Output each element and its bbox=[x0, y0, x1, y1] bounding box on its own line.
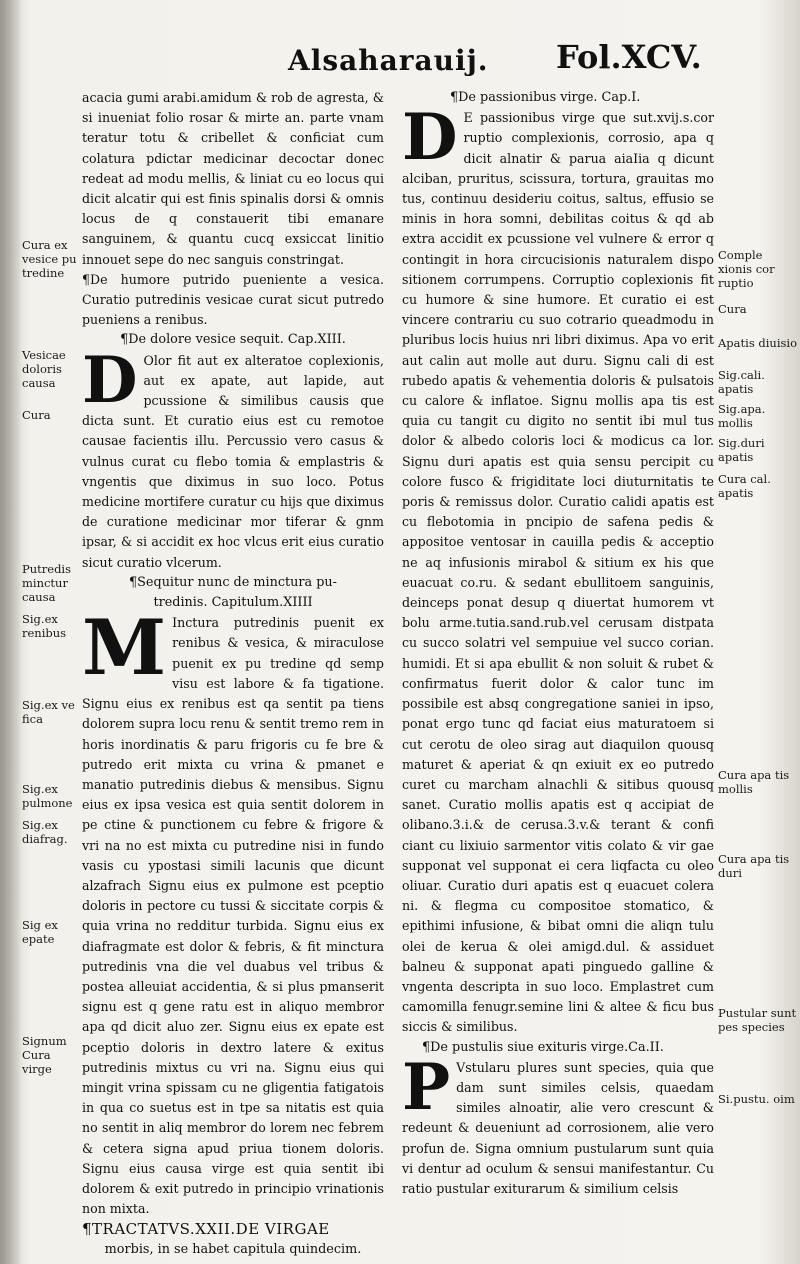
margin-note: Sig.cali. apatis bbox=[718, 368, 765, 396]
page-gutter-shadow bbox=[0, 0, 22, 1264]
margin-note: Sig.ex ve fica bbox=[22, 698, 75, 726]
margin-note: Pustular sunt pes species bbox=[718, 1006, 797, 1034]
margin-note: Sig.ex renibus bbox=[22, 612, 67, 640]
margin-note: Sig.duri apatis bbox=[718, 436, 765, 464]
margin-note: Cura apa tis mollis bbox=[718, 768, 790, 796]
margin-note: Comple xionis cor ruptio bbox=[718, 248, 775, 290]
margin-note: Sig.apa. mollis bbox=[718, 402, 766, 430]
paragraph: Olor fit aut ex alteratoe coplexionis, aut ex apate, aut lapide, aut pcussione & similibus causis que dicta sunt. Et curatio eius est cu remotoe causae facientis illu. Percussio vero casus & vulnus curat cu flebo tomia & emplastris & vngentis que diximus in suo loco. Potus medicine mortifere curatur cu hijs que diximus de curatione medicinar mor tiferar & gnm ipsar, & si accidit ex hoc vlcus erit eius curatio sicut curatio vlcerum. bbox=[82, 352, 384, 570]
section-heading: ¶De humore putrido pueniente a vesica. Curatio putredinis vesicae curat sicut putredo pueniens a renibus. bbox=[82, 271, 384, 328]
margin-note: Apatis diuisio bbox=[718, 336, 798, 350]
chapter-heading-cont: tredinis. Capitulum.XIIII bbox=[153, 595, 313, 611]
drop-cap: D bbox=[402, 100, 458, 176]
drop-cap: M bbox=[82, 603, 167, 693]
margin-note: Sig.ex diafrag. bbox=[22, 818, 68, 846]
chapter-body bbox=[402, 1049, 714, 1199]
margin-note: Si.pustu. oim bbox=[718, 1092, 795, 1106]
chapter-body bbox=[82, 342, 384, 573]
folio-number: Fol.XCV. bbox=[556, 38, 702, 76]
drop-cap: D bbox=[82, 342, 138, 418]
chapter-heading: ¶De passionibus virge. Cap.I. bbox=[450, 90, 641, 105]
chapter-body bbox=[402, 100, 714, 1037]
margin-note: Cura bbox=[718, 302, 747, 316]
paragraph: Inctura putredinis puenit ex renibus & vesica, & miraculose puenit ex pu tredine qd semp visu est labore & fa tigatione. Signu eius ex renibus est qa sentit pa tiens dolorem supra locu renu & sentit tremo rem in horis inordinatis & paru frigoris cu fe bre & putredo erit mixta cu vrina & pmanet e manatio putredinis diebus & mensibus. Signu eius ex ipsa vesica est quia sentit dolorem in pe ctine & punctionem cu febre & frigore & vri na no est mixta cu putredine nisi in fundo vasis cu ypostasi simili lacunis que dicunt alzafrach Signu eius ex pulmone est pceptio doloris in pectore cu tussi & siccitate corpis & quia vrina no redditur turbida. Signu eius ex diafragmate est dolor & febris, & fit minctura putredinis vna die vel duabus vel tribus & postea alleuiat accidentia, & si plus pmanserit signu est q gene ratu est in aliquo membror apa qd dicit aluo zer. Signu eius ex epate est pceptio doloris in dextro latere & exitus putredinis mixtus cu vri na. Signu eius qui mingit vrina spissam cu ne gligentia fatigatois in qua co suetus est in tpe sa nitatis est quia no sentit in aliq membror do lorem nec febrem & cetera signa apud priua tionem doloris. Signu eius causa virge est quia sentit ibi dolorem & exit putredo in principio vrinationis non mixta. bbox=[82, 615, 384, 1217]
paragraph: acacia gumi arabi.amidum & rob de agresta, & si inueniat folio rosar & mirte an. parte vnam teratur totu & cribellet & conficiat cum colatura pdictar medicinar decoctar donec redeat ad modu mellis, & liniat cu eo locus qui dicit alcatir qui est finis spinalis dorsi & omnis locus de q constauerit tibi emanare sanguinem, & quantu cucq exsiccat linitio innouet sepe do nec sanguis constringat. bbox=[82, 90, 384, 267]
margin-note: Sig ex epate bbox=[22, 918, 58, 946]
margin-note: Cura apa tis duri bbox=[718, 852, 790, 880]
chapter-heading: ¶Sequitur nunc de minctura pu- bbox=[129, 574, 337, 590]
margin-note: Putredis minctur causa bbox=[22, 562, 72, 604]
tractatus-heading: ¶TRACTATVS.XXII.DE VIRGAE bbox=[82, 1220, 330, 1239]
drop-cap: P bbox=[402, 1049, 451, 1125]
paragraph: E passionibus virge que sut.xvij.s.cor ruptio complexionis, corrosio, apa q dicit alnatir & parua aiaIia q dicunt alciban, pruritus, scissura, tortura, grauitas mo tus, continuu desideriu coitus, saltus, effusio se minis in hora somni, debilitas coitus & qd ab extra accidit ex pcussione vel vulnere & error q contingit in hora circucisionis naturalem dispo sitionem corrumpens. Corruptio coplexionis fit cu humore & sine humore. Et curatio ei est vincere contrariu cu suo cotrario queadmodu in pluribus locis huius nri libri diximus. Apa vo erit aut calin aut molle aut duru. Signu cali di est rubedo apatis & vehementia doloris & pulsatois cu calore & inflatoe. Signu mollis apa tis est quia cu tangit cu digito no sentit ibi mul tus dolor & albedo coloris loci & modicus ca lor. Signu duri apatis est quia sensu percipit cu colore fusco & frigiditate loci diuturnitatis te poris & remissus dolor. Curatio calidi apatis est cu flebotomia in pncipio de safena pedis & appositoe ventosar in cauilla pedis & acceptio ne aq infusionis mirabol & sitium ex his que euacuat co.ru. & sedant ebullitoem sanguinis, deinceps ponat desup q diuertat humorem vt bolu arme.tutia.sand.rub.vel cerusam distpata cu succo solatri vel sempuiue vel succo corian. humidi. Et si apa ebullit & non soluit & rubet & confirmatus fuerit dolor & calor tunc im possibile est absq congregatione saniei in ipso, ponat ergo tunc qd faciat eius maturatoem si cut cerotu de oleo sirag aut diaquilon quousq maturet & aperiat & qn exiuit ex eo putredo curet cu marcham alnachli & sitibus quousq sanet. Curatio mollis apatis est q accipiat de olibano.3.i.& de cerusa.3.v.& terant & confi ciant cu lixiuio sarmentor vitis colato & vir gae supponat vel supponat ei cera liqfacta cu oleo oliuar. Curatio duri apatis est q euacuet colera ni. & flegma cu compositoe stomatico, & epithimi infusione, & bibat omni die aliqn tulu olei de kerua & olei amigd.dul. & assiduet balneu & supponat apati pinguedo galline & vngenta descripta in suo loco. Emplastret cum camomilla fenugr.semine lini & altee & ficu bus siccis & similibus. bbox=[402, 110, 714, 1035]
tractatus-subheading: morbis, in se habet capitula quindecim. bbox=[104, 1241, 362, 1257]
margin-note: Vesicae doloris causa bbox=[22, 348, 66, 390]
paragraph: Vstularu plures sunt species, quia que dam sunt similes celsis, quaedam similes alnoatir, alie vero crescunt & redeunt & deueniunt ad corrosionem, alie vero profun de. Signa omnium pustularum sunt quia vi dentur ad oculum & sensui manifestantur. Cu ratio pustular exiturarum & similium celsis bbox=[402, 1059, 714, 1196]
right-column bbox=[402, 88, 714, 1199]
running-title: Alsaharauij. bbox=[288, 44, 489, 77]
chapter-heading: ¶De dolore vesice sequit. Cap.XIII. bbox=[120, 332, 346, 348]
chapter-heading: ¶De pustulis siue exituris virge.Ca.II. bbox=[422, 1039, 664, 1055]
margin-note: Cura cal. apatis bbox=[718, 472, 771, 500]
margin-note: Cura bbox=[22, 408, 51, 422]
margin-note: Sig.ex pulmone bbox=[22, 782, 73, 810]
margin-note: Signum Cura virge bbox=[22, 1034, 67, 1076]
left-column bbox=[82, 88, 384, 1260]
margin-note: Cura ex vesice pu tredine bbox=[22, 238, 77, 280]
